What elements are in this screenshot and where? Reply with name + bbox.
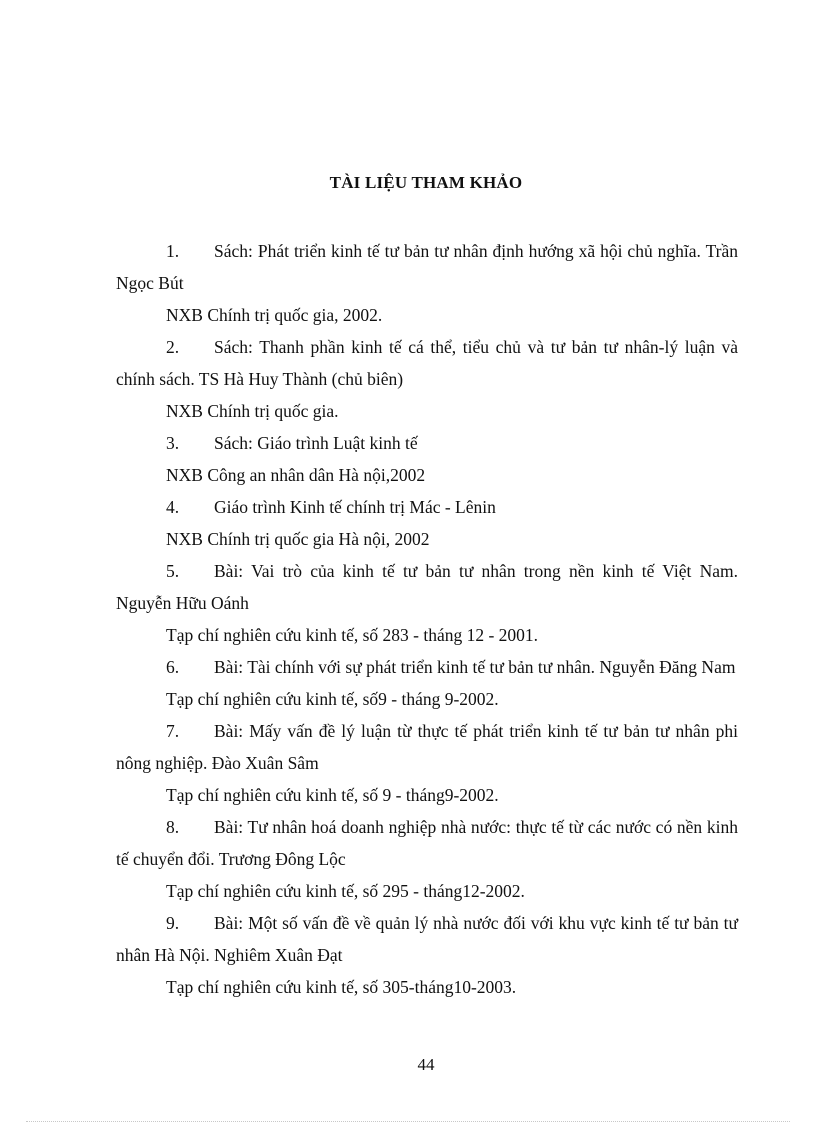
page-number: 44 <box>417 1055 435 1074</box>
reference-text: Bài: Một số vấn đề về quản lý nhà nước đối với khu vực kinh tế tư bản tư nhân Hà Nội. Nghiêm Xuân Đạt <box>116 913 738 965</box>
reference-list <box>116 235 738 1003</box>
reference-item <box>116 331 738 427</box>
reference-publisher: Tạp chí nghiên cứu kinh tế, số 305-tháng10-2003. <box>166 977 517 997</box>
reference-publisher: NXB Chính trị quốc gia Hà nội, 2002 <box>166 529 430 549</box>
reference-item <box>116 651 738 715</box>
reference-text: Sách: Giáo trình Luật kinh tế <box>214 433 418 453</box>
reference-publisher: Tạp chí nghiên cứu kinh tế, số9 - tháng 9-2002. <box>166 689 499 709</box>
reference-item <box>116 811 738 907</box>
reference-text: Giáo trình Kinh tế chính trị Mác - Lênin <box>214 497 496 517</box>
reference-number: 3. <box>166 433 180 453</box>
reference-text: Bài: Vai trò của kinh tế tư bản tư nhân trong nền kinh tế Việt Nam. Nguyễn Hữu Oánh <box>116 561 738 613</box>
reference-number: 6. <box>166 657 180 677</box>
reference-number: 2. <box>166 337 180 357</box>
page-bottom-divider <box>26 1121 790 1122</box>
reference-publisher: NXB Chính trị quốc gia, 2002. <box>166 305 383 325</box>
reference-item <box>116 491 738 555</box>
reference-number: 9. <box>166 913 180 933</box>
reference-publisher: Tạp chí nghiên cứu kinh tế, số 283 - tháng 12 - 2001. <box>166 625 539 645</box>
reference-text: Sách: Thanh phần kinh tế cá thể, tiểu chủ và tư bản tư nhân-lý luận và chính sách. TS Hà Huy Thành (chủ biên) <box>116 337 738 389</box>
reference-text: Sách: Phát triển kinh tế tư bản tư nhân định hướng xã hội chủ nghĩa. Trần Ngọc Bút <box>116 241 738 293</box>
reference-number: 5. <box>166 561 180 581</box>
reference-number: 8. <box>166 817 180 837</box>
reference-publisher: Tạp chí nghiên cứu kinh tế, số 295 - tháng12-2002. <box>166 881 525 901</box>
reference-number: 4. <box>166 497 180 517</box>
reference-publisher: NXB Công an nhân dân Hà nội,2002 <box>166 465 426 485</box>
reference-text: Bài: Mấy vấn đề lý luận từ thực tế phát triển kinh tế tư bản tư nhân phi nông nghiệp. Đào Xuân Sâm <box>116 721 738 773</box>
reference-number: 1. <box>166 241 180 261</box>
reference-item <box>116 235 738 331</box>
reference-text: Bài: Tài chính với sự phát triển kinh tế tư bản tư nhân. Nguyễn Đăng Nam <box>214 657 736 677</box>
reference-number: 7. <box>166 721 180 741</box>
reference-item <box>116 715 738 811</box>
reference-item <box>116 555 738 651</box>
page-title: TÀI LIỆU THAM KHẢO <box>329 173 523 192</box>
reference-item <box>116 427 738 491</box>
reference-publisher: Tạp chí nghiên cứu kinh tế, số 9 - tháng9-2002. <box>166 785 499 805</box>
reference-item <box>116 907 738 1003</box>
reference-text: Bài: Tư nhân hoá doanh nghiệp nhà nước: thực tế từ các nước có nền kinh tế chuyển đổi. Trương Đông Lộc <box>116 817 738 869</box>
reference-publisher: NXB Chính trị quốc gia. <box>166 401 339 421</box>
